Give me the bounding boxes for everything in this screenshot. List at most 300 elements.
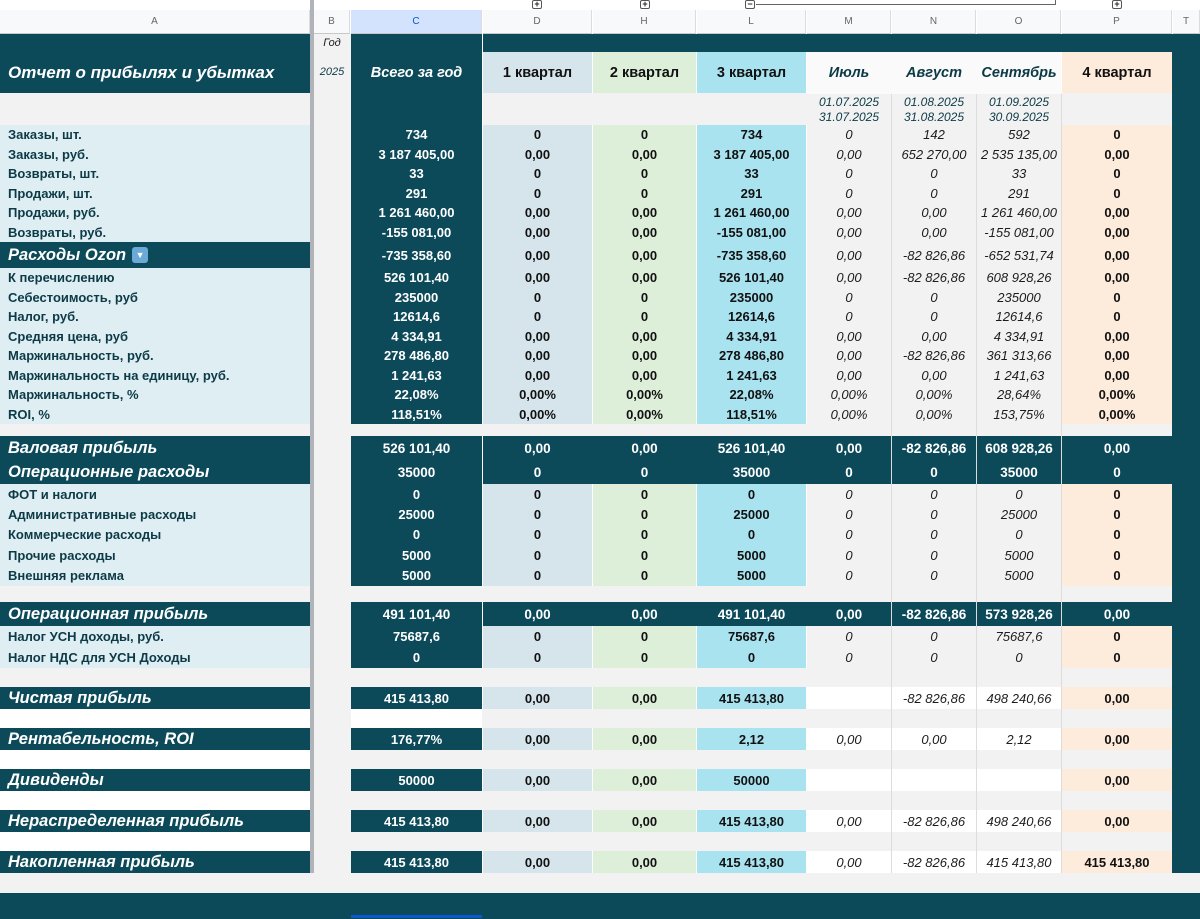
cell-metrics2-4-m3[interactable]: 361 313,66 [986, 348, 1052, 364]
cell-opex-items-1-q2[interactable]: 0 [640, 506, 649, 522]
label-opex-items-2[interactable]: Коммерческие расходы [8, 527, 162, 543]
cell-metrics2-7-q1[interactable]: 0,00% [519, 406, 556, 422]
cell-opex-q1[interactable]: 0 [533, 464, 542, 480]
cell-metrics-4-q2[interactable]: 0,00 [631, 205, 658, 221]
cell-opex-items-1-q4[interactable]: 0 [1113, 506, 1121, 522]
cell-metrics-5-q2[interactable]: 0,00 [631, 224, 658, 240]
label-opex-items-0[interactable]: ФОТ и налоги [8, 486, 97, 502]
cell-ozon-q4[interactable]: 0,00 [1104, 247, 1130, 263]
label-metrics2-6[interactable]: Маржинальность, % [8, 387, 139, 403]
cell-metrics-4-q4[interactable]: 0,00 [1104, 205, 1130, 221]
cell-metrics2-5-total[interactable]: 1 241,63 [391, 367, 442, 383]
header-total[interactable]: Всего за год [370, 65, 463, 81]
cell-metrics2-0-m3[interactable]: 608 928,26 [986, 270, 1052, 286]
cell-metrics2-4-m1[interactable]: 0,00 [836, 348, 862, 364]
cell-div-total[interactable]: 50000 [398, 772, 435, 788]
cell-metrics2-0-q1[interactable]: 0,00 [524, 270, 551, 286]
cell-metrics2-1-q3[interactable]: 235000 [729, 289, 774, 305]
cell-metrics2-6-m1[interactable]: 0,00% [830, 387, 868, 403]
cell-opex-items-3-m2[interactable]: 0 [930, 547, 938, 563]
cell-metrics2-2-m2[interactable]: 0 [930, 309, 938, 325]
cell-gross-total[interactable]: 526 101,40 [382, 440, 451, 456]
cell-accum-m1[interactable]: 0,00 [807, 851, 891, 873]
cell-gross-q1[interactable]: 0,00 [524, 440, 551, 456]
cell-metrics-2-q3[interactable]: 33 [744, 166, 759, 182]
cell-accum-q3[interactable]: 415 413,80 [718, 854, 785, 870]
cell-metrics-4-m1[interactable]: 0,00 [836, 205, 862, 221]
cell-metrics2-3-m2[interactable]: 0,00 [921, 328, 947, 344]
cell-retained-q1[interactable]: 0,00 [524, 813, 551, 829]
cell-div-q4[interactable]: 0,00 [1104, 772, 1130, 788]
cell-opex-items-4-m3[interactable]: 5000 [1004, 567, 1034, 583]
cell-opex-items-2-q3[interactable]: 0 [747, 527, 756, 543]
cell-retained-total[interactable]: 415 413,80 [383, 813, 450, 829]
cell-opex-items-3-m3[interactable]: 5000 [1004, 547, 1034, 563]
cell-opex-items-2-m1[interactable]: 0 [845, 527, 853, 543]
cell-metrics-3-q1[interactable]: 0 [533, 185, 542, 201]
cell-metrics-1-m2[interactable]: 652 270,00 [901, 146, 967, 162]
cell-metrics2-6-m2[interactable]: 0,00% [915, 387, 953, 403]
cell-metrics-5-total[interactable]: -155 081,00 [381, 224, 452, 240]
cell-opex-m2[interactable]: 0 [930, 464, 938, 480]
cell-opex-items-3-total[interactable]: 5000 [402, 547, 431, 563]
column-header-N[interactable]: N [892, 10, 976, 34]
cell-metrics2-6-q1[interactable]: 0,00% [519, 387, 556, 403]
cell-metrics2-3-m1[interactable]: 0,00 [836, 328, 862, 344]
column-header-P[interactable]: P [1062, 10, 1172, 34]
cell-opex-items-2-total[interactable]: 0 [412, 527, 421, 543]
cell-ozon-total[interactable]: -735 358,60 [381, 247, 452, 263]
cell-metrics2-5-m1[interactable]: 0,00 [836, 367, 862, 383]
cell-tax-items-1-m1[interactable]: 0 [845, 650, 853, 665]
cell-metrics2-4-q3[interactable]: 278 486,80 [718, 348, 785, 364]
cell-metrics2-6-q4[interactable]: 0,00% [1098, 387, 1136, 403]
cell-retained-m1[interactable]: 0,00 [807, 810, 891, 832]
cell-metrics-3-m3[interactable]: 291 [1008, 185, 1030, 201]
cell-metrics-3-q3[interactable]: 291 [740, 185, 763, 201]
cell-metrics2-5-q4[interactable]: 0,00 [1104, 367, 1130, 383]
cell-metrics2-2-m3[interactable]: 12614,6 [995, 309, 1043, 325]
cell-metrics-3-m1[interactable]: 0 [845, 185, 853, 201]
cell-metrics2-2-m1[interactable]: 0 [845, 309, 853, 325]
cell-opex-items-1-q1[interactable]: 0 [533, 506, 542, 522]
cell-metrics2-3-q4[interactable]: 0,00 [1104, 328, 1130, 344]
cell-opex-items-4-q2[interactable]: 0 [640, 567, 649, 583]
cell-net-q4[interactable]: 0,00 [1104, 690, 1130, 706]
cell-ozon-q2[interactable]: 0,00 [631, 247, 658, 263]
header-q3[interactable]: 3 квартал [716, 65, 787, 81]
date-from-m2[interactable]: 01.08.2025 [903, 94, 965, 109]
label-ozon[interactable]: Расходы Ozon ▼ [0, 242, 310, 268]
cell-tax-items-1-m2[interactable]: 0 [930, 650, 938, 665]
label-opex-items-1[interactable]: Административные расходы [8, 506, 197, 522]
year-value[interactable]: 2025 [319, 66, 345, 78]
cell-opex-items-0-q4[interactable]: 0 [1113, 486, 1121, 502]
cell-metrics2-3-m3[interactable]: 4 334,91 [993, 328, 1045, 344]
cell-opex-items-0-total[interactable]: 0 [412, 486, 421, 502]
cell-opex-items-4-m2[interactable]: 0 [930, 567, 938, 583]
cell-metrics-0-m3[interactable]: 592 [1008, 127, 1030, 143]
cell-metrics2-7-q3[interactable]: 118,51% [726, 406, 777, 422]
cell-opex-items-0-m1[interactable]: 0 [845, 486, 853, 502]
cell-metrics-1-q3[interactable]: 3 187 405,00 [713, 146, 790, 162]
cell-roi-m1[interactable]: 0,00 [807, 728, 891, 750]
header-july[interactable]: Июль [828, 65, 870, 81]
cell-net-m1[interactable] [807, 687, 891, 709]
cell-tax-items-1-q2[interactable]: 0 [640, 650, 649, 665]
cell-net-q1[interactable]: 0,00 [524, 690, 551, 706]
cell-opprofit-total[interactable]: 491 101,40 [382, 606, 451, 622]
cell-accum-q2[interactable]: 0,00 [631, 854, 658, 870]
collapse-group-icon[interactable]: − [745, 0, 755, 9]
cell-opex-m1[interactable]: 0 [845, 464, 853, 480]
expand-group-icon[interactable]: + [640, 0, 650, 9]
cell-gross-q2[interactable]: 0,00 [631, 440, 658, 456]
cell-tax-items-0-q3[interactable]: 75687,6 [728, 629, 775, 644]
cell-metrics2-4-q1[interactable]: 0,00 [524, 348, 551, 364]
cell-metrics-2-m2[interactable]: 0 [930, 166, 938, 182]
cell-opex-items-4-q1[interactable]: 0 [533, 567, 542, 583]
cell-div-m2[interactable] [892, 769, 976, 791]
label-metrics-3[interactable]: Продажи, шт. [8, 185, 93, 201]
column-header-H[interactable]: H [593, 10, 696, 34]
column-header-L[interactable]: L [697, 10, 806, 34]
cell-metrics2-2-q4[interactable]: 0 [1113, 309, 1121, 325]
cell-retained-q3[interactable]: 415 413,80 [718, 813, 785, 829]
label-metrics-1[interactable]: Заказы, руб. [8, 146, 89, 162]
cell-metrics-5-q4[interactable]: 0,00 [1104, 224, 1130, 240]
cell-opex-items-2-m2[interactable]: 0 [930, 527, 938, 543]
cell-metrics-1-q4[interactable]: 0,00 [1104, 146, 1130, 162]
cell-metrics2-4-q4[interactable]: 0,00 [1104, 348, 1130, 364]
cell-opex-items-2-q1[interactable]: 0 [533, 527, 542, 543]
cell-metrics2-0-q4[interactable]: 0,00 [1104, 270, 1130, 286]
cell-opex-items-4-q3[interactable]: 5000 [737, 567, 766, 583]
cell-tax-items-1-q4[interactable]: 0 [1113, 650, 1121, 665]
cell-roi-q1[interactable]: 0,00 [524, 731, 551, 747]
cell-opex-q2[interactable]: 0 [640, 464, 649, 480]
cell-metrics2-1-q4[interactable]: 0 [1113, 289, 1121, 305]
cell-metrics2-7-m3[interactable]: 153,75% [993, 406, 1045, 422]
cell-metrics2-5-q3[interactable]: 1 241,63 [726, 367, 777, 383]
cell-net-total[interactable]: 415 413,80 [383, 690, 450, 706]
cell-metrics-1-q2[interactable]: 0,00 [631, 146, 658, 162]
cell-metrics2-6-m3[interactable]: 28,64% [996, 387, 1042, 403]
cell-metrics2-7-total[interactable]: 118,51% [391, 406, 442, 422]
header-q4[interactable]: 4 квартал [1082, 65, 1152, 81]
cell-opex-items-3-q1[interactable]: 0 [533, 547, 542, 563]
cell-opprofit-m3[interactable]: 573 928,26 [985, 606, 1053, 622]
cell-metrics-1-m1[interactable]: 0,00 [836, 146, 862, 162]
cell-opex-items-3-q2[interactable]: 0 [640, 547, 649, 563]
cell-metrics2-4-total[interactable]: 278 486,80 [383, 348, 450, 364]
cell-metrics-3-total[interactable]: 291 [405, 185, 428, 201]
cell-metrics2-3-q1[interactable]: 0,00 [524, 328, 551, 344]
cell-retained-q2[interactable]: 0,00 [631, 813, 658, 829]
cell-metrics-1-total[interactable]: 3 187 405,00 [378, 146, 455, 162]
cell-opprofit-m1[interactable]: 0,00 [835, 606, 863, 622]
cell-ozon-q1[interactable]: 0,00 [524, 247, 551, 263]
cell-metrics-2-q4[interactable]: 0 [1113, 166, 1121, 182]
cell-opex-items-0-q1[interactable]: 0 [533, 486, 542, 502]
column-header-D[interactable]: D [483, 10, 592, 34]
cell-roi-q3[interactable]: 2,12 [738, 731, 765, 747]
label-gross[interactable]: Валовая прибыль [0, 436, 310, 460]
cell-metrics2-7-m1[interactable]: 0,00% [830, 406, 868, 422]
cell-metrics-5-m3[interactable]: -155 081,00 [984, 224, 1054, 240]
cell-metrics2-3-q3[interactable]: 4 334,91 [726, 328, 777, 344]
label-metrics-4[interactable]: Продажи, руб. [8, 205, 100, 221]
cell-opex-items-0-q2[interactable]: 0 [640, 486, 649, 502]
cell-opprofit-q2[interactable]: 0,00 [631, 606, 658, 622]
cell-metrics2-1-total[interactable]: 235000 [394, 289, 439, 305]
cell-roi-m3[interactable]: 2,12 [977, 728, 1061, 750]
cell-div-q3[interactable]: 50000 [733, 772, 770, 788]
cell-accum-q4[interactable]: 415 413,80 [1084, 854, 1150, 870]
cell-metrics-5-m2[interactable]: 0,00 [921, 224, 947, 240]
cell-opex-items-1-m3[interactable]: 25000 [1000, 506, 1038, 522]
cell-div-q2[interactable]: 0,00 [631, 772, 658, 788]
label-metrics2-0[interactable]: К перечислению [8, 270, 115, 286]
column-header-M[interactable]: M [807, 10, 891, 34]
cell-metrics-2-q2[interactable]: 0 [640, 166, 649, 182]
column-header-B[interactable]: B [314, 10, 350, 34]
label-metrics2-7[interactable]: ROI, % [8, 406, 50, 422]
date-to-m2[interactable]: 31.08.2025 [903, 109, 965, 124]
cell-div-m1[interactable] [807, 769, 891, 791]
cell-metrics-4-total[interactable]: 1 261 460,00 [378, 205, 455, 221]
cell-metrics2-2-q2[interactable]: 0 [640, 309, 649, 325]
cell-metrics-4-m2[interactable]: 0,00 [921, 205, 947, 221]
cell-net-m3[interactable]: 498 240,66 [977, 687, 1061, 709]
year-label[interactable]: Год [323, 37, 341, 49]
cell-ozon-m3[interactable]: -652 531,74 [984, 247, 1054, 263]
cell-opex-items-1-q3[interactable]: 25000 [733, 506, 770, 522]
label-opprofit[interactable]: Операционная прибыль [0, 602, 310, 626]
cell-metrics2-7-m2[interactable]: 0,00% [915, 406, 953, 422]
column-header-C[interactable]: C [351, 10, 482, 34]
cell-metrics-0-total[interactable]: 734 [405, 127, 428, 143]
cell-gross-m2[interactable]: -82 826,86 [901, 440, 967, 456]
cell-metrics2-6-q2[interactable]: 0,00% [626, 387, 663, 403]
cell-metrics-2-m1[interactable]: 0 [845, 166, 853, 182]
header-august[interactable]: Август [906, 65, 962, 81]
cell-accum-q1[interactable]: 0,00 [524, 854, 551, 870]
cell-roi-total[interactable]: 176,77% [390, 731, 443, 747]
date-from-m1[interactable]: 01.07.2025 [818, 94, 880, 109]
cell-opprofit-q1[interactable]: 0,00 [524, 606, 551, 622]
cell-metrics-1-q1[interactable]: 0,00 [524, 146, 551, 162]
cell-gross-q4[interactable]: 0,00 [1103, 440, 1131, 456]
cell-metrics2-1-m1[interactable]: 0 [845, 289, 853, 305]
label-metrics-5[interactable]: Возвраты, руб. [8, 224, 107, 240]
cell-metrics-3-m2[interactable]: 0 [930, 185, 938, 201]
label-metrics-2[interactable]: Возвраты, шт. [8, 166, 100, 182]
cell-metrics-4-q1[interactable]: 0,00 [524, 205, 551, 221]
cell-tax-items-0-q1[interactable]: 0 [533, 629, 542, 644]
cell-roi-q2[interactable]: 0,00 [631, 731, 658, 747]
cell-metrics-2-total[interactable]: 33 [409, 166, 424, 182]
cell-metrics2-4-m2[interactable]: -82 826,86 [902, 348, 966, 364]
cell-metrics2-1-q1[interactable]: 0 [533, 289, 542, 305]
cell-metrics-5-q1[interactable]: 0,00 [524, 224, 551, 240]
label-metrics2-1[interactable]: Себестоимость, руб [8, 289, 138, 305]
cell-metrics-0-q1[interactable]: 0 [533, 127, 542, 143]
date-from-m3[interactable]: 01.09.2025 [988, 94, 1050, 109]
cell-metrics2-4-q2[interactable]: 0,00 [631, 348, 658, 364]
cell-metrics2-5-q1[interactable]: 0,00 [524, 367, 551, 383]
label-div[interactable]: Дивиденды [0, 769, 310, 791]
cell-metrics2-2-q3[interactable]: 12614,6 [728, 309, 775, 325]
cell-opex-items-4-q4[interactable]: 0 [1113, 567, 1121, 583]
header-q1[interactable]: 1 квартал [502, 65, 573, 81]
label-metrics-0[interactable]: Заказы, шт. [8, 127, 82, 143]
cell-metrics-4-m3[interactable]: 1 261 460,00 [981, 205, 1057, 221]
label-metrics2-5[interactable]: Маржинальность на единицу, руб. [8, 367, 230, 383]
cell-metrics2-5-q2[interactable]: 0,00 [631, 367, 658, 383]
cell-retained-q4[interactable]: 0,00 [1104, 813, 1130, 829]
cell-ozon-m2[interactable]: -82 826,86 [902, 247, 966, 263]
cell-metrics-0-m2[interactable]: 142 [923, 127, 945, 143]
cell-net-m2[interactable]: -82 826,86 [892, 687, 976, 709]
cell-metrics2-6-total[interactable]: 22,08% [394, 387, 439, 403]
cell-opex-m3[interactable]: 35000 [1000, 464, 1038, 480]
cell-roi-m2[interactable]: 0,00 [892, 728, 976, 750]
cell-gross-m3[interactable]: 608 928,26 [985, 440, 1053, 456]
cell-metrics-5-m1[interactable]: 0,00 [836, 224, 862, 240]
cell-tax-items-0-m1[interactable]: 0 [845, 629, 853, 644]
cell-opex-items-1-total[interactable]: 25000 [398, 506, 435, 522]
cell-accum-m3[interactable]: 415 413,80 [977, 851, 1061, 873]
cell-opex-items-0-m3[interactable]: 0 [1015, 486, 1023, 502]
cell-tax-items-1-m3[interactable]: 0 [1015, 650, 1023, 665]
cell-div-m3[interactable] [977, 769, 1061, 791]
cell-metrics2-2-total[interactable]: 12614,6 [393, 309, 440, 325]
cell-roi-q4[interactable]: 0,00 [1104, 731, 1130, 747]
cell-opex-items-2-q4[interactable]: 0 [1113, 527, 1121, 543]
cell-tax-items-0-q4[interactable]: 0 [1113, 629, 1121, 644]
cell-metrics2-6-q3[interactable]: 22,08% [729, 387, 774, 403]
cell-opex-items-2-m3[interactable]: 0 [1015, 527, 1023, 543]
label-accum[interactable]: Накопленная прибыль [0, 851, 310, 873]
report-title[interactable]: Отчет о прибылях и убытках [8, 63, 275, 82]
cell-metrics2-0-q3[interactable]: 526 101,40 [718, 270, 785, 286]
label-opex[interactable]: Операционные расходы [0, 460, 310, 484]
cell-div-q1[interactable]: 0,00 [524, 772, 551, 788]
cell-metrics2-1-m3[interactable]: 235000 [997, 289, 1041, 305]
label-retained[interactable]: Нераспределенная прибыль [0, 810, 310, 832]
label-opex-items-3[interactable]: Прочие расходы [8, 547, 116, 563]
cell-metrics-4-q3[interactable]: 1 261 460,00 [713, 205, 790, 221]
cell-metrics2-2-q1[interactable]: 0 [533, 309, 542, 325]
label-roi[interactable]: Рентабельность, ROI [0, 728, 310, 750]
label-metrics2-3[interactable]: Средняя цена, руб [8, 328, 129, 344]
cell-metrics-0-q3[interactable]: 734 [740, 127, 763, 143]
cell-opprofit-q3[interactable]: 491 101,40 [717, 606, 786, 622]
cell-opex-q3[interactable]: 35000 [732, 464, 771, 480]
cell-opprofit-q4[interactable]: 0,00 [1103, 606, 1131, 622]
cell-opex-items-3-q3[interactable]: 5000 [737, 547, 766, 563]
cell-opex-items-3-q4[interactable]: 0 [1113, 547, 1121, 563]
cell-accum-m2[interactable]: -82 826,86 [892, 851, 976, 873]
cell-gross-q3[interactable]: 526 101,40 [717, 440, 786, 456]
label-tax-items-0[interactable]: Налог УСН доходы, руб. [8, 629, 164, 644]
cell-net-q3[interactable]: 415 413,80 [718, 690, 785, 706]
cell-tax-items-1-total[interactable]: 0 [412, 650, 421, 665]
column-header-A[interactable]: A [0, 10, 310, 34]
cell-metrics2-7-q2[interactable]: 0,00% [626, 406, 663, 422]
cell-opex-items-4-m1[interactable]: 0 [845, 567, 853, 583]
cell-tax-items-0-total[interactable]: 75687,6 [393, 629, 440, 644]
cell-metrics-5-q3[interactable]: -155 081,00 [716, 224, 787, 240]
cell-metrics-3-q2[interactable]: 0 [640, 185, 649, 201]
expand-group-icon[interactable]: + [1112, 0, 1122, 9]
cell-retained-m2[interactable]: -82 826,86 [892, 810, 976, 832]
cell-metrics2-7-q4[interactable]: 0,00% [1098, 406, 1136, 422]
cell-metrics-3-q4[interactable]: 0 [1113, 185, 1121, 201]
cell-metrics2-0-q2[interactable]: 0,00 [631, 270, 658, 286]
dropdown-icon[interactable]: ▼ [132, 247, 148, 263]
cell-metrics-0-q4[interactable]: 0 [1113, 127, 1121, 143]
column-header-T[interactable]: T [1173, 10, 1200, 34]
date-to-m1[interactable]: 31.07.2025 [818, 109, 880, 124]
cell-retained-m3[interactable]: 498 240,66 [977, 810, 1061, 832]
cell-opprofit-m2[interactable]: -82 826,86 [901, 606, 967, 622]
header-september[interactable]: Сентябрь [981, 65, 1057, 81]
cell-opex-items-0-q3[interactable]: 0 [747, 486, 756, 502]
cell-opex-q4[interactable]: 0 [1113, 464, 1121, 480]
cell-metrics2-1-q2[interactable]: 0 [640, 289, 649, 305]
cell-metrics2-5-m2[interactable]: 0,00 [921, 367, 947, 383]
column-header-O[interactable]: O [977, 10, 1061, 34]
cell-opex-items-1-m2[interactable]: 0 [930, 506, 938, 522]
label-metrics2-2[interactable]: Налог, руб. [8, 309, 79, 325]
cell-tax-items-0-m3[interactable]: 75687,6 [995, 629, 1043, 644]
date-to-m3[interactable]: 30.09.2025 [988, 109, 1050, 124]
cell-ozon-q3[interactable]: -735 358,60 [716, 247, 787, 263]
label-tax-items-1[interactable]: Налог НДС для УСН Доходы [8, 650, 191, 665]
cell-net-q2[interactable]: 0,00 [631, 690, 658, 706]
cell-metrics2-5-m3[interactable]: 1 241,63 [993, 367, 1045, 383]
header-q2[interactable]: 2 квартал [609, 65, 680, 81]
cell-metrics-0-m1[interactable]: 0 [845, 127, 853, 143]
label-net[interactable]: Чистая прибыль [0, 687, 310, 709]
cell-ozon-m1[interactable]: 0,00 [836, 247, 862, 263]
cell-opex-total[interactable]: 35000 [397, 464, 436, 480]
cell-metrics2-0-m1[interactable]: 0,00 [836, 270, 862, 286]
cell-tax-items-1-q1[interactable]: 0 [533, 650, 542, 665]
cell-metrics-2-m3[interactable]: 33 [1011, 166, 1027, 182]
cell-metrics-0-q2[interactable]: 0 [640, 127, 649, 143]
cell-tax-items-1-q3[interactable]: 0 [747, 650, 756, 665]
label-opex-items-4[interactable]: Внешняя реклама [8, 567, 124, 583]
cell-metrics2-1-m2[interactable]: 0 [930, 289, 938, 305]
expand-group-icon[interactable]: + [532, 0, 542, 9]
cell-opex-items-2-q2[interactable]: 0 [640, 527, 649, 543]
cell-opex-items-4-total[interactable]: 5000 [402, 567, 431, 583]
cell-opex-items-3-m1[interactable]: 0 [845, 547, 853, 563]
cell-tax-items-0-m2[interactable]: 0 [930, 629, 938, 644]
cell-opex-items-1-m1[interactable]: 0 [845, 506, 853, 522]
cell-metrics2-3-total[interactable]: 4 334,91 [391, 328, 442, 344]
cell-accum-total[interactable]: 415 413,80 [383, 854, 450, 870]
cell-tax-items-0-q2[interactable]: 0 [640, 629, 649, 644]
label-metrics2-4[interactable]: Маржинальность, руб. [8, 348, 154, 364]
cell-opex-items-0-m2[interactable]: 0 [930, 486, 938, 502]
cell-gross-m1[interactable]: 0,00 [835, 440, 863, 456]
cell-metrics2-3-q2[interactable]: 0,00 [631, 328, 658, 344]
cell-metrics-1-m3[interactable]: 2 535 135,00 [981, 146, 1057, 162]
